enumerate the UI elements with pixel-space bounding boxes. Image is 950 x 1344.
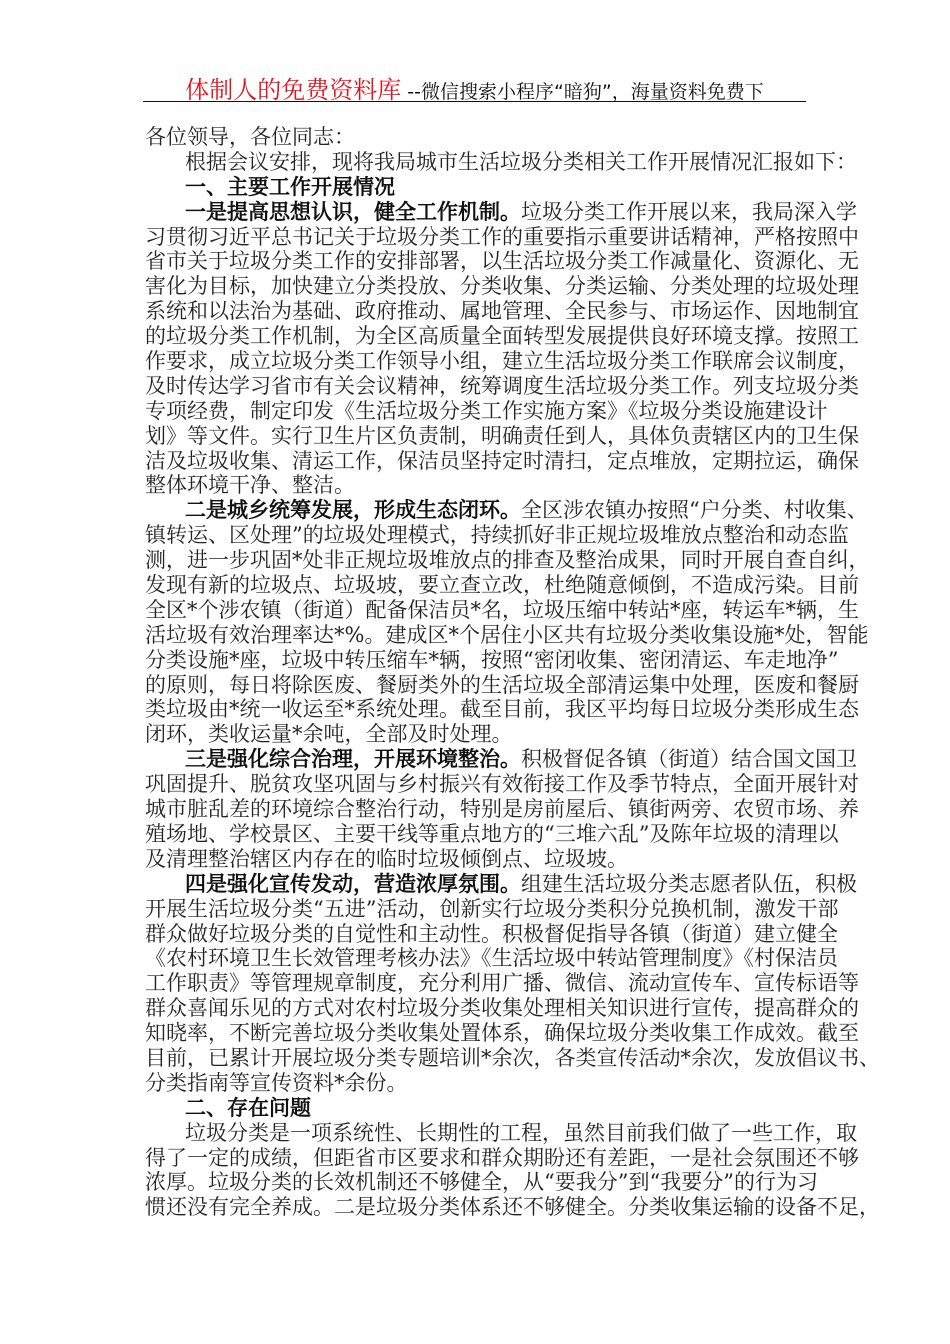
line-text: 殖场地、学校景区、主要干线等重点地方的“三堆六乱”及陈年垃圾的清理以 xyxy=(145,821,839,846)
paragraph xyxy=(145,198,859,499)
text-line xyxy=(145,821,839,847)
paragraph xyxy=(145,1120,880,1221)
text-line xyxy=(145,722,806,747)
text-line xyxy=(145,622,869,648)
line-text: 作要求，成立垃圾分类工作领导小组，建立生活垃圾分类工作联席会议制度， xyxy=(145,349,859,374)
text-line xyxy=(145,1195,880,1220)
paragraph xyxy=(145,746,859,871)
text-line xyxy=(145,746,857,772)
line-text: 镇转运、区处理”的垃圾处理模式，持续抓好非正规垃圾堆放点整治和动态监 xyxy=(145,523,849,548)
line-text: 群众做好垃圾分类的自觉性和主动性。积极督促指导各镇（街道）建立健全 xyxy=(145,921,838,946)
line-text: 划》等文件。实行卫生片区负责制，明确责任到人，具体负责辖区内的卫生保 xyxy=(145,423,859,448)
text-line xyxy=(145,573,859,598)
line-text: 活垃圾有效治理率达*%。建成区*个居住小区共有垃圾分类收集设施*处，智能 xyxy=(145,622,869,647)
text-line xyxy=(145,870,857,897)
text-line xyxy=(145,548,870,573)
line-text: 知晓率，不断完善垃圾分类收集处置体系，确保垃圾分类收集工作成效。截至 xyxy=(145,1021,859,1046)
paragraph xyxy=(145,497,870,747)
paragraph-lead: 三是强化综合治理，开展环境整治。 xyxy=(185,746,521,772)
line-text: 专项经费，制定印发《生活垃圾分类工作实施方案》《垃圾分类设施建设计 xyxy=(145,398,828,423)
text-line xyxy=(145,274,859,299)
banner-tagline: --微信搜索小程序“暗狗”，海量资料免费下 xyxy=(401,81,764,103)
text-line xyxy=(145,697,859,722)
line-text: 工作职责》等管理规章制度，充分利用广播、微信、流动宣传车、宣传标语等 xyxy=(145,971,859,996)
line-text: 各位领导，各位同志： xyxy=(145,125,355,149)
paragraph-lead: 一是提高思想认识，健全工作机制。 xyxy=(185,198,521,224)
text-line xyxy=(145,896,839,922)
line-text: 整体环境干净、整洁。 xyxy=(145,473,355,498)
paragraph-lead: 四是强化宣传发动，营造浓厚氛围。 xyxy=(185,870,521,896)
line-text: 根据会议安排，现将我局城市生活垃圾分类相关工作开展情况汇报如下： xyxy=(185,149,857,174)
text-line xyxy=(145,1096,806,1121)
text-line xyxy=(145,198,857,225)
line-text: 的垃圾分类工作机制，为全区高质量全面转型发展提供良好环境支撑。按照工 xyxy=(145,324,859,349)
text-line xyxy=(145,946,838,971)
text-line xyxy=(145,1145,859,1171)
text-line xyxy=(145,373,859,399)
line-text: 组建生活垃圾分类志愿者队伍，积极 xyxy=(521,871,857,896)
line-text: 及时传达学习省市有关会议精神，统筹调度生活垃圾分类工作。列支垃圾分类 xyxy=(145,373,859,398)
line-text: 一、主要工作开展情况 xyxy=(185,173,395,199)
text-line xyxy=(145,1045,880,1071)
text-line xyxy=(145,249,859,274)
line-text: 目前，已累计开展垃圾分类专题培训*余次，各类宣传活动*余次，发放倡议书、 xyxy=(145,1045,880,1070)
text-line xyxy=(145,473,806,498)
text-line xyxy=(145,224,859,250)
text-line xyxy=(145,1170,818,1195)
line-text: 垃圾分类工作开展以来，我局深入学 xyxy=(521,199,857,224)
paragraph xyxy=(145,125,806,150)
text-line xyxy=(145,149,857,175)
section-heading xyxy=(145,175,806,200)
text-line xyxy=(145,125,806,150)
line-text: 垃圾分类是一项系统性、长期性的工程，虽然目前我们做了一些工作，取 xyxy=(185,1120,857,1145)
line-text: 洁及垃圾收集、清运工作，保洁员坚持定时清扫，定点堆放，定期拉运，确保 xyxy=(145,448,859,473)
text-line xyxy=(145,921,838,947)
line-text: 群众喜闻乐见的方式对农村垃圾分类收集处理相关知识进行宣传，提高群众的 xyxy=(145,996,859,1021)
line-text: 习贯彻习近平总书记关于垃圾分类工作的重要指示重要讲话精神，严格按照中 xyxy=(145,224,859,249)
text-line xyxy=(145,996,859,1021)
text-line xyxy=(145,797,859,822)
text-line xyxy=(145,1120,857,1146)
line-text: 全区涉农镇办按照“户分类、村收集、 xyxy=(521,498,868,523)
line-text: 浓厚。垃圾分类的长效机制还不够健全，从“要我分”到“我要分”的行为习 xyxy=(145,1170,818,1195)
text-line xyxy=(145,971,859,996)
text-line xyxy=(145,324,859,349)
line-text: 发现有新的垃圾点、垃圾坡，要立查立改，杜绝随意倾倒，不造成污染。目前 xyxy=(145,573,859,598)
line-text: 省市关于垃圾分类工作的安排部署，以生活垃圾分类工作减量化、资源化、无 xyxy=(145,249,859,274)
text-line xyxy=(145,647,839,673)
line-text: 系统和以法治为基础、政府推动、属地管理、全民参与、市场运作、因地制宜 xyxy=(145,299,859,324)
line-text: 害化为目标，加快建立分类投放、分类收集、分类运输、分类处理的垃圾处理 xyxy=(145,274,859,299)
text-line xyxy=(145,847,806,872)
header-banner xyxy=(143,70,806,102)
line-text: 分类设施*座，垃圾中转压缩车*辆，按照“密闭收集、密闭清运、车走地净” xyxy=(145,647,839,672)
text-line xyxy=(145,597,859,623)
line-text: 全区*个涉农镇（街道）配备保洁员*名，垃圾压缩中转站*座，转运车*辆，生 xyxy=(145,597,859,622)
line-text: 测，进一步巩固*处非正规垃圾堆放点的排查及整治成果，同时开展自查自纠， xyxy=(145,548,870,573)
text-line xyxy=(145,1071,806,1096)
text-line xyxy=(145,772,859,797)
line-text: 的原则，每日将除医废、餐厨类外的生活垃圾全部清运集中处理，医废和餐厨 xyxy=(145,672,859,697)
text-line xyxy=(145,423,859,449)
text-line xyxy=(145,1021,859,1046)
line-text: 分类指南等宣传资料*余份。 xyxy=(145,1070,408,1095)
line-text: 巩固提升、脱贫攻坚巩固与乡村振兴有效衔接工作及季节特点，全面开展针对 xyxy=(145,772,859,797)
banner-brand: 体制人的免费资料库 xyxy=(185,76,402,104)
line-text: 《农村环境卫生长效管理考核办法》《生活垃圾中转站管理制度》《村保洁员 xyxy=(145,946,838,971)
paragraph xyxy=(145,870,880,1096)
text-line xyxy=(145,672,859,698)
paragraph xyxy=(145,149,857,175)
line-text: 城市脏乱差的环境综合整治行动，特别是房前屋后、镇街两旁、农贸市场、养 xyxy=(145,797,859,822)
line-text: 开展生活垃圾分类“五进”活动，创新实行垃圾分类积分兑换机制，激发干部 xyxy=(145,896,839,921)
text-line xyxy=(145,175,806,200)
text-line xyxy=(145,398,828,424)
paragraph-lead: 二是城乡统筹发展，形成生态闭环。 xyxy=(185,497,521,523)
text-line xyxy=(145,523,849,548)
section-heading xyxy=(145,1096,806,1121)
line-text: 二、存在问题 xyxy=(185,1094,311,1120)
line-text: 闭环，类收运量*余吨，全部及时处理。 xyxy=(145,722,513,747)
line-text: 惯还没有完全养成。二是垃圾分类体系还不够健全。分类收集运输的设备不足， xyxy=(145,1195,880,1220)
line-text: 积极督促各镇（街道）结合国文国卫 xyxy=(521,747,857,772)
text-line xyxy=(145,349,859,374)
line-text: 及清理整治辖区内存在的临时垃圾倾倒点、垃圾坡。 xyxy=(145,846,628,871)
text-line xyxy=(145,448,859,474)
text-line xyxy=(145,299,859,324)
document-body xyxy=(145,125,880,1220)
text-line xyxy=(145,497,868,523)
line-text: 类垃圾由*统一收运至*系统处理。截至目前，我区平均每日垃圾分类形成生态 xyxy=(145,697,859,722)
line-text: 得了一定的成绩，但距省市区要求和群众期盼还有差距，一是社会氛围还不够 xyxy=(145,1145,859,1170)
